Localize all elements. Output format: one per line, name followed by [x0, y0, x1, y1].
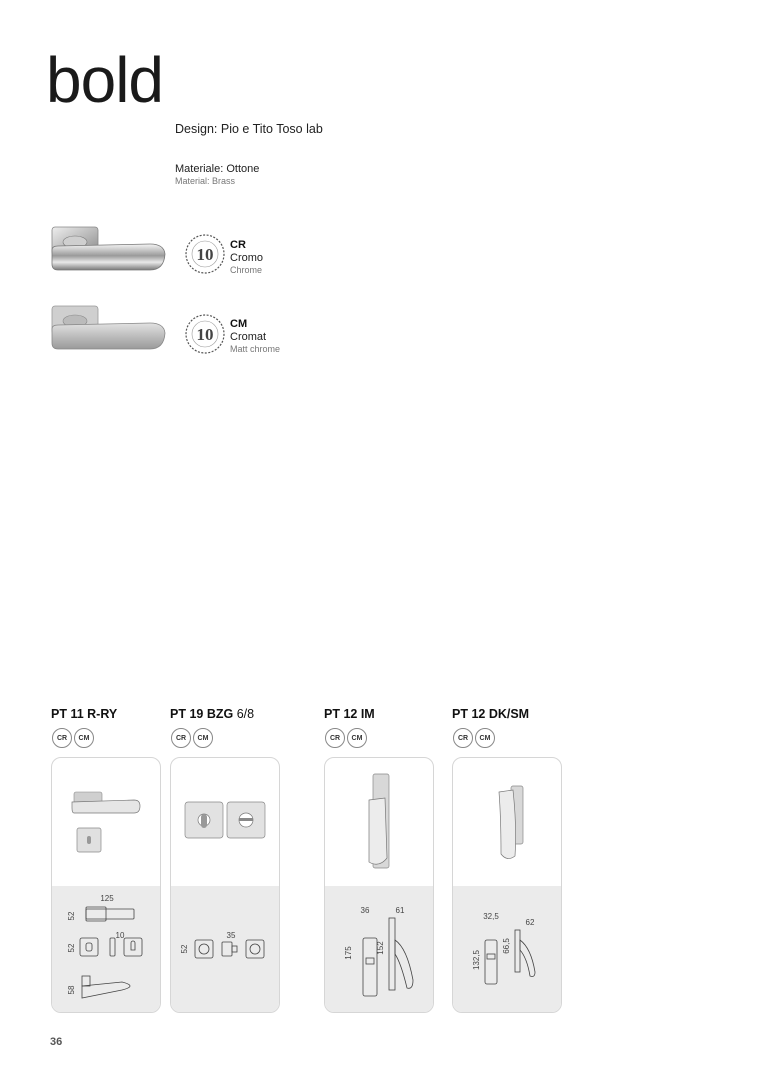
- svg-text:61: 61: [395, 906, 405, 915]
- svg-text:52: 52: [180, 944, 189, 954]
- finish-chip: CM: [347, 728, 367, 748]
- product-title: [324, 707, 375, 721]
- finish-chip: CR: [171, 728, 191, 748]
- svg-text:10: 10: [196, 325, 214, 344]
- svg-text:58: 58: [67, 985, 76, 995]
- finish-chip: CM: [475, 728, 495, 748]
- product-title: [170, 707, 254, 721]
- svg-text:10: 10: [115, 931, 125, 940]
- svg-text:62: 62: [525, 918, 535, 927]
- product-card: [170, 757, 280, 1013]
- product-title: [51, 707, 117, 721]
- product-code: PT 12 IM: [324, 707, 375, 721]
- material-english: Material: Brass: [175, 176, 236, 186]
- svg-text:125: 125: [100, 894, 114, 903]
- material-italian: Materiale: Ottone: [175, 163, 260, 175]
- product-drawing: [325, 758, 434, 1013]
- handle-matt-chrome-image: [50, 305, 168, 355]
- handle-chrome-image: [50, 226, 168, 276]
- finish-name-italian: Cromat: [230, 331, 267, 343]
- svg-text:35: 35: [226, 931, 236, 940]
- svg-text:36: 36: [360, 906, 370, 915]
- design-credit: Design: Pio e Tito Toso lab: [175, 122, 323, 136]
- product-drawing: [453, 758, 562, 1013]
- svg-text:152: 152: [376, 941, 385, 955]
- finish-chip: CM: [74, 728, 94, 748]
- product-title: [452, 707, 529, 721]
- finish-chip: CR: [453, 728, 473, 748]
- product-code-suffix: 6/8: [236, 707, 255, 721]
- product-code: PT 19 BZG: [170, 707, 234, 721]
- svg-text:132,5: 132,5: [472, 949, 481, 971]
- finish-chip: CR: [325, 728, 345, 748]
- product-drawing: [52, 758, 161, 1013]
- finish-chip: CR: [52, 728, 72, 748]
- finish-name-english: Matt chrome: [230, 344, 281, 354]
- svg-text:10: 10: [196, 245, 214, 264]
- finish-chip: CM: [193, 728, 213, 748]
- product-drawing: [171, 758, 280, 1013]
- guarantee-10-icon: [184, 313, 226, 355]
- svg-text:52: 52: [67, 943, 76, 953]
- svg-text:175: 175: [344, 946, 353, 960]
- product-code: PT 11 R-RY: [51, 707, 118, 721]
- finish-code: CR: [230, 239, 246, 251]
- finish-code: CM: [230, 318, 248, 330]
- svg-text:66,5: 66,5: [502, 938, 511, 954]
- svg-text:32,5: 32,5: [483, 912, 499, 921]
- product-card: [324, 757, 434, 1013]
- collection-title: bold: [46, 44, 163, 116]
- guarantee-10-icon: [184, 233, 226, 275]
- page-number: 36: [50, 1036, 63, 1048]
- svg-text:52: 52: [67, 911, 76, 921]
- product-card: [51, 757, 161, 1013]
- finish-name-italian: Cromo: [230, 252, 264, 264]
- product-card: [452, 757, 562, 1013]
- product-code: PT 12 DK/SM: [452, 707, 530, 721]
- finish-name-english: Chrome: [230, 265, 263, 275]
